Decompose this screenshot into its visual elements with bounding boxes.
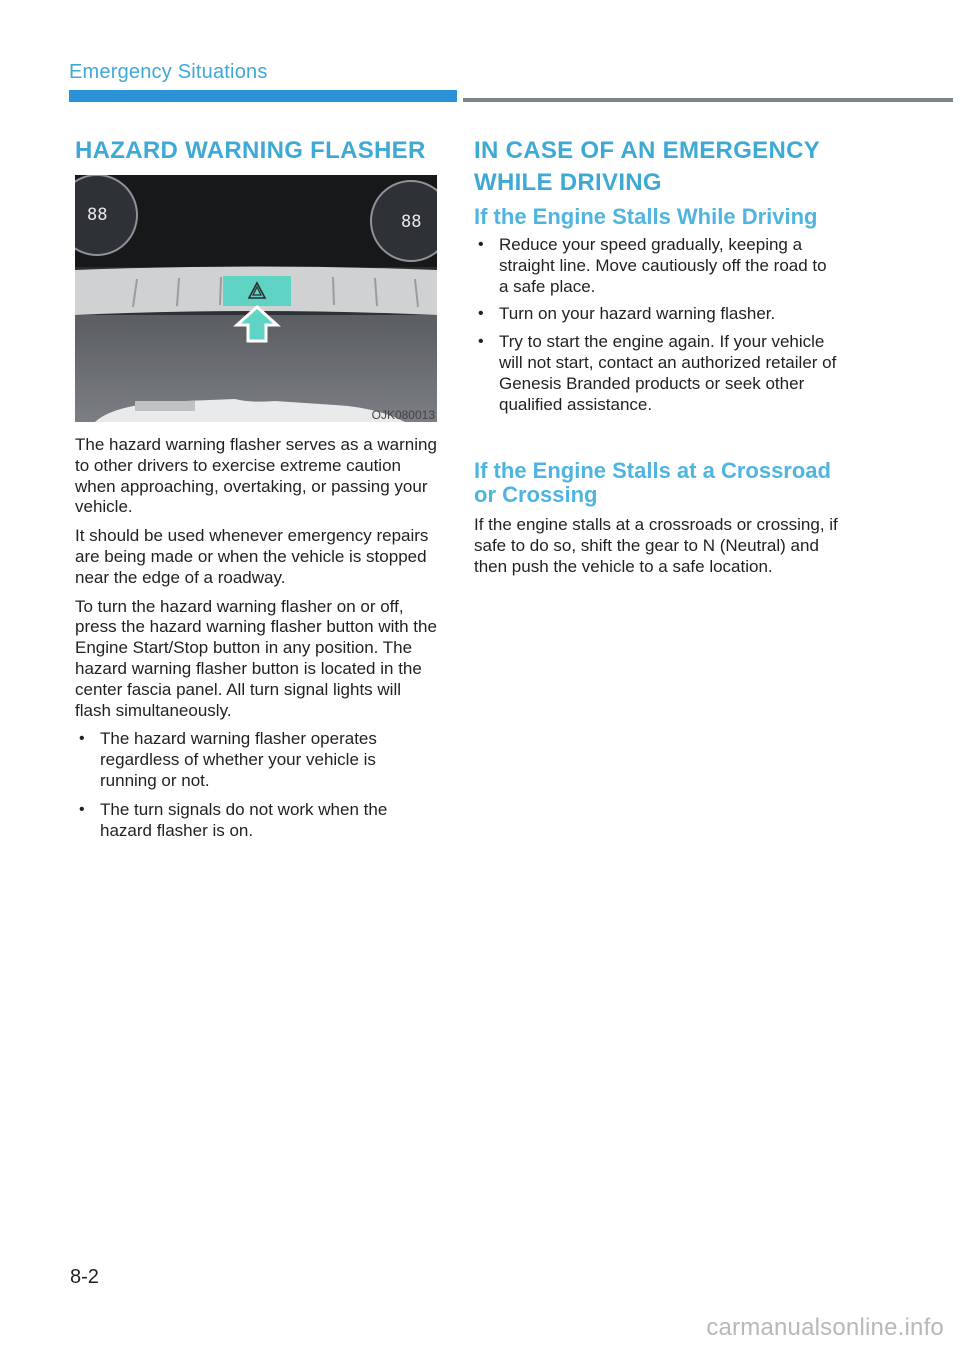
stall-crossing-heading-line1: If the Engine Stalls at a Crossroad — [474, 458, 831, 483]
hazard-body — [75, 435, 437, 841]
list-item: • Reduce your speed gradually, keeping a straight line. Move cautiously off the road to a safe place. — [478, 235, 827, 296]
emergency-heading-line2: WHILE DRIVING — [474, 169, 662, 196]
emergency-section — [474, 135, 854, 199]
stall-crossing-heading-line2: or Crossing — [474, 482, 598, 507]
bullet-icon: • — [478, 236, 484, 253]
emergency-heading-line1: IN CASE OF AN EMERGENCY — [474, 137, 821, 164]
stall-driving-bullets — [474, 235, 838, 415]
hazard-paragraph-2: It should be used whenever emergency repairs are being made or when the vehicle is stopped near the edge of a roadway. — [75, 526, 429, 587]
bullet-icon: • — [79, 730, 85, 748]
hazard-button-figure — [75, 175, 437, 422]
stall-crossing-section — [474, 459, 854, 577]
list-item: • Turn on your hazard warning flasher. — [478, 304, 776, 324]
dashboard-illustration — [75, 175, 437, 422]
hazard-button — [223, 276, 291, 306]
bullet-icon: • — [478, 333, 484, 351]
figure-code: OJK080013 — [371, 408, 435, 422]
stall-driving-section — [474, 205, 838, 415]
bullet-icon: • — [478, 305, 484, 323]
hazard-paragraph-3: To turn the hazard warning flasher on or off, press the hazard warning flasher button with the Engine Start/Stop button in any position. The hazard warning flasher button is located in the center fascia panel. All turn signal lights will flash simultaneously. — [75, 596, 437, 720]
section-title: Emergency Situations — [69, 61, 268, 83]
list-item: • The turn signals do not work when the hazard flasher is on. — [79, 799, 388, 840]
list-item: • Try to start the engine again. If your vehicle will not start, contact an authorized retailer of Genesis Branded products or seek other qualified assistance. — [478, 332, 837, 414]
bullet-icon: • — [79, 800, 85, 818]
left-dial-readout: 88 — [87, 205, 108, 225]
stall-crossing-paragraph: If the engine stalls at a crossroads or crossing, if safe to do so, shift the gear to N (Neutral) and then push the vehicle to a safe location. — [474, 515, 838, 576]
stall-driving-heading: If the Engine Stalls While Driving — [474, 204, 818, 229]
hazard-paragraph-1: The hazard warning flasher serves as a warning to other drivers to exercise extreme caution when approaching, overtaking, or passing your vehicle. — [75, 435, 437, 517]
header-bar-rule — [463, 98, 953, 102]
hazard-heading: HAZARD WARNING FLASHER — [75, 137, 426, 164]
list-item: • The hazard warning flasher operates regardless of whether your vehicle is running or not. — [79, 729, 377, 790]
page-number: 8-2 — [70, 1266, 99, 1288]
hazard-bullet-list — [75, 729, 437, 841]
watermark: carmanualsonline.info — [706, 1314, 944, 1341]
header-bar-accent — [69, 90, 457, 102]
right-dial-readout: 88 — [401, 212, 422, 232]
